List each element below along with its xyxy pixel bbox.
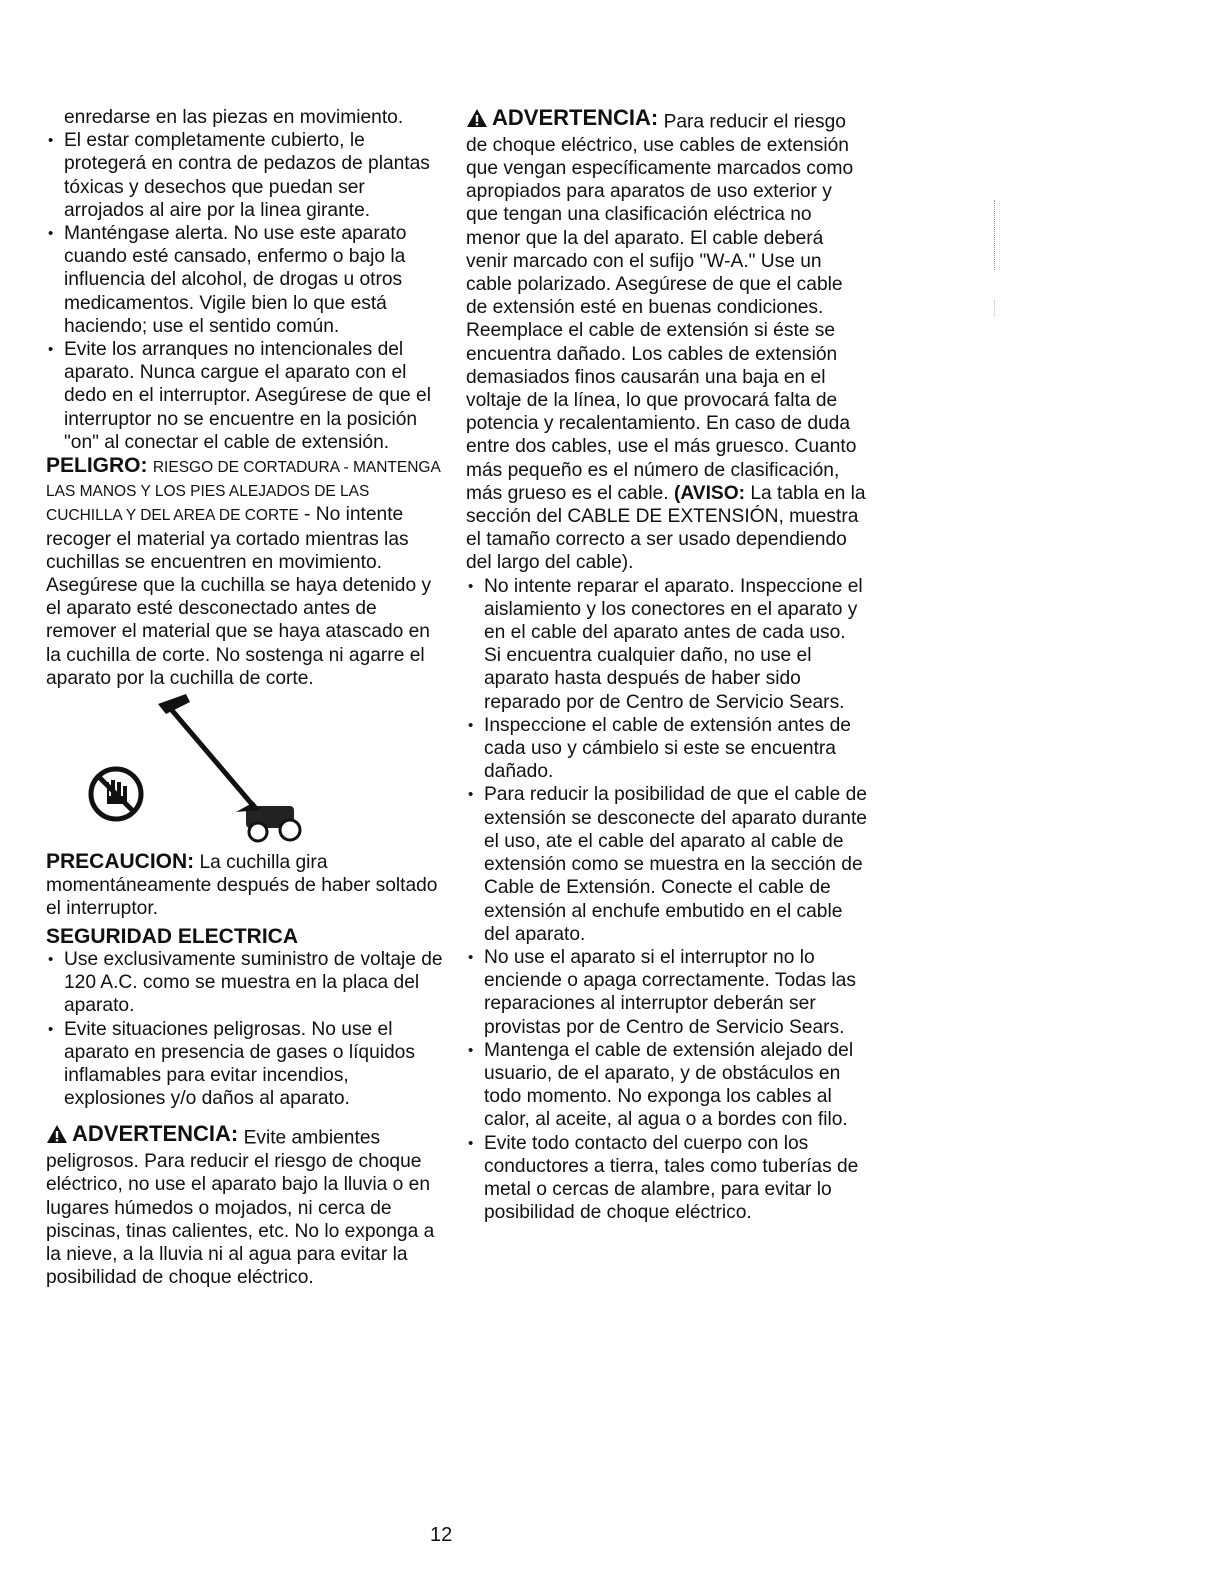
- precaucion-label: PRECAUCION:: [46, 850, 195, 874]
- page-number: 12: [430, 1524, 453, 1546]
- peligro-caps: RIESGO DE CORTADURA - MANTENGA LAS MANOS Y LOS PIES ALEJADOS DE LAS CUCHILLA Y DEL AREA DE CORTE: [46, 459, 440, 525]
- aviso-text: La tabla en la sección del CABLE DE EXTENSIÓN, muestra el tamaño correcto a ser usado dependiendo del largo del cable).: [466, 482, 866, 574]
- warning-triangle-icon: [46, 1124, 68, 1144]
- list-item: • Evite los arranques no intencionales del aparato. Nunca cargue el aparato con el dedo en el interruptor. Asegúrese de que el interruptor no se encuentre en la posición "on" al conectar el cable de extensión.: [46, 338, 444, 454]
- peligro-text: - No intente recoger el material ya cortado mientras las cuchillas se encuentren en movimiento. Asegúrese que la cuchilla se haya detenido y el aparato esté desconectado antes de remover el material que se haya atascado en la cuchilla de corte. No sostenga ni agarre el aparato por la cuchilla de corte.: [46, 504, 432, 689]
- scan-mark: [994, 200, 997, 270]
- left-column: [46, 106, 444, 1289]
- precaucion-paragraph: [46, 850, 444, 921]
- no-hands-illustration: [46, 694, 444, 844]
- peligro-paragraph: [46, 454, 444, 690]
- advertencia-text: Para reducir el riesgo de choque eléctrico, use cables de extensión que vengan específicamente marcados como apropiados para aparatos de uso exterior y que tengan una clasificación eléctrica no menor que la del aparato. El cable deberá venir marcado con el sufijo "W-A." Use un cable polarizado. Asegúrese de que el cable de extensión esté en buenas condiciones. Reemplace el cable de extensión si éste se encuentra dañado. Los cables de extensión demasiados finos causarán una baja en el voltaje de la línea, lo que provocará falta de potencia y recalentamiento. En caso de duda entre dos cables, use el más gruesco. Cuanto más pequeño es el número de clasificación, más grueso es el cable.: [466, 111, 857, 504]
- intro-text: enredarse en las piezas en movimiento.: [64, 107, 404, 128]
- list-item: • Mantenga el cable de extensión alejado del usuario, de el aparato, y de obstáculos en todo momento. No exponga los cables al calor, al aceite, al agua o a bordes con filo.: [466, 1039, 868, 1132]
- precaucion-text: La cuchilla gira momentáneamente después de haber soltado el interruptor.: [46, 852, 438, 920]
- list-item: • No use el aparato si el interruptor no lo enciende o apaga correctamente. Todas las reparaciones al interruptor deberán ser provistas por de Centro de Servicio Sears.: [466, 946, 868, 1039]
- list-item: • Use exclusivamente suministro de voltaje de 120 A.C. como se muestra en la placa del aparato.: [46, 948, 444, 1018]
- advertencia-text: Evite ambientes peligrosos. Para reducir el riesgo de choque eléctrico, no use el aparato bajo la lluvia o en lugares húmedos o mojados, ni cerca de piscinas, tinas calientes, etc. No lo exponga a la nieve, a la lluvia ni al agua para evitar la posibilidad de choque eléctrico.: [46, 1127, 435, 1289]
- edger-machine-icon: [236, 802, 300, 841]
- advertencia-heading: [466, 106, 658, 129]
- peligro-label: PELIGRO:: [46, 454, 148, 478]
- no-hands-icon: [91, 769, 141, 819]
- list-item: • Manténgase alerta. No use este aparato cuando esté cansado, enfermo o bajo la influencia del alcohol, de drogas u otros medicamentos. Vigile bien lo que está haciendo; use el sentido común.: [46, 222, 444, 338]
- list-item: • Evite todo contacto del cuerpo con los conductores a tierra, tales como tuberías de metal o cercas de alambre, para evitar lo posibilidad de choque eléctrico.: [466, 1132, 868, 1225]
- list-item: • Inspeccione el cable de extensión antes de cada uso y cámbielo si este se encuentra dañado.: [466, 714, 868, 784]
- advertencia-label: ADVERTENCIA:: [492, 105, 659, 130]
- edger-illustration: [86, 694, 326, 844]
- list-item: • Para reducir la posibilidad de que el cable de extensión se desconecte del aparato durante el uso, ate el cable del aparato al cable de extensión como se muestra en la sección de Cable de Extensión. Conecte el cable de extensión al enchufe embutido en el cable del aparato.: [466, 783, 868, 945]
- list-item: • Evite situaciones peligrosas. No use el aparato en presencia de gases o líquidos inflamables para evitar incendios, explosiones y/o daños al aparato.: [46, 1018, 444, 1111]
- advertencia-paragraph: [46, 1122, 444, 1289]
- list-item: • No intente reparar el aparato. Inspeccione el aislamiento y los conectores en el aparato y en el cable del aparato antes de cada uso. Si encuentra cualquier daño, no use el aparato hasta después de haber sido reparado por de Centro de Servicio Sears.: [466, 575, 868, 714]
- warning-triangle-icon: [466, 108, 488, 128]
- advertencia-heading: [46, 1122, 238, 1145]
- seguridad-title: SEGURIDAD ELECTRICA: [46, 924, 299, 948]
- advertencia-label: ADVERTENCIA:: [72, 1121, 239, 1147]
- list-item: • El estar completamente cubierto, le protegerá en contra de pedazos de plantas tóxicas y desechos que puedan ser arrojados al aire por la linea girante.: [46, 129, 444, 222]
- aviso-label: (AVISO:: [668, 482, 746, 504]
- scan-mark: [994, 300, 997, 316]
- right-column: [466, 106, 868, 1224]
- advertencia-cable-paragraph: [466, 106, 868, 575]
